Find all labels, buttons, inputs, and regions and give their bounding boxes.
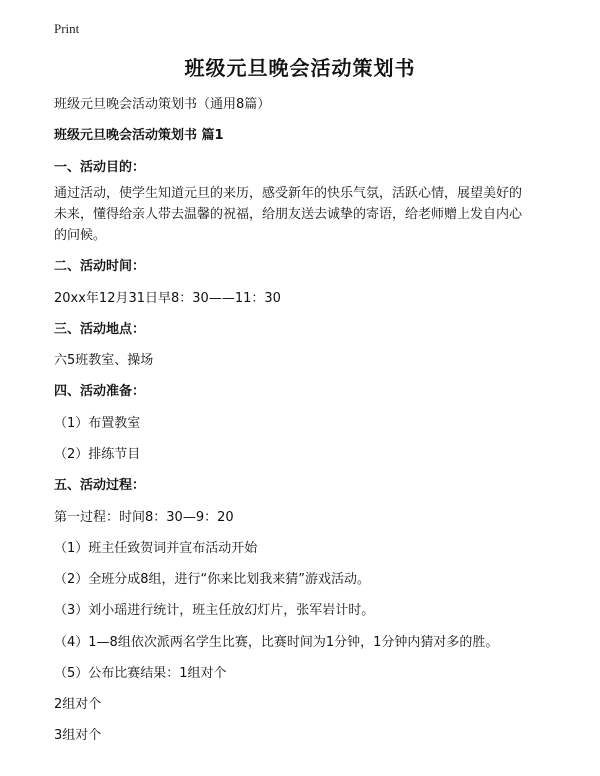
document-title: 班级元旦晚会活动策划书 (184, 56, 416, 80)
place-value: 六5班教室、操场 (54, 353, 154, 368)
process-item: （4）1—8组依次派两名学生比赛，比赛时间为1分钟，1分钟内猜对多的胜。 (54, 635, 499, 650)
process-item: （3）刘小瑶进行统计，班主任放幻灯片，张军岩计时。 (54, 603, 375, 618)
process-item: 3组对个 (54, 728, 102, 743)
process-item: 2组对个 (54, 697, 102, 712)
time-value: 20xx年12月31日早8：30——11：30 (54, 291, 281, 306)
purpose-paragraph (54, 183, 554, 246)
purpose-line: 的问候。 (54, 228, 107, 243)
purpose-heading: 一、活动目的： (54, 160, 146, 175)
print-link[interactable]: Print (54, 21, 80, 36)
section-title: 班级元旦晚会活动策划书 篇1 (54, 128, 224, 143)
process-first-stage: 第一过程：时间8：30—9：20 (54, 510, 234, 525)
process-heading: 五、活动过程： (54, 478, 146, 493)
process-item: （1）班主任致贺词并宣布活动开始 (54, 541, 258, 556)
document-subtitle: 班级元旦晚会活动策划书（通用8篇） (54, 97, 271, 112)
prep-item: （1）布置教室 (54, 416, 141, 431)
purpose-line: 未来，懂得给亲人带去温馨的祝福，给朋友送去诚挚的寄语，给老师赠上发自内心 (54, 207, 523, 222)
process-item: （2）全班分成8组，进行“你来比划我来猜”游戏活动。 (54, 572, 371, 587)
time-heading: 二、活动时间： (54, 259, 146, 274)
prep-item: （2）排练节目 (54, 447, 141, 462)
prep-heading: 四、活动准备： (54, 384, 146, 399)
process-item: （5）公布比赛结果：1组对个 (54, 666, 227, 681)
purpose-line: 通过活动，使学生知道元旦的来历，感受新年的快乐气氛，活跃心情，展望美好的 (54, 186, 523, 201)
place-heading: 三、活动地点： (54, 322, 146, 337)
